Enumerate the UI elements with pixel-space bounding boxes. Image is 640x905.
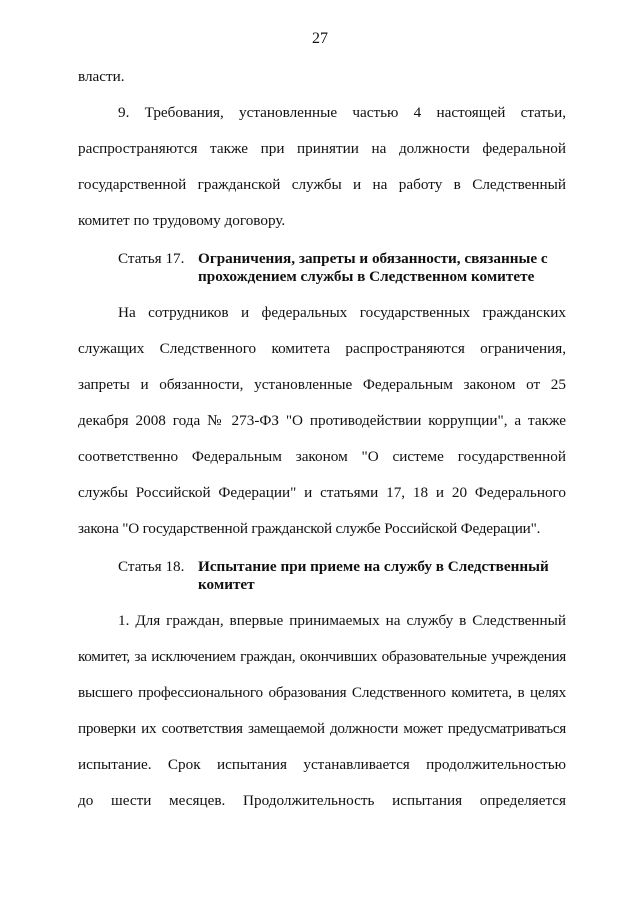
paragraph-9-line-4: комитет по трудовому договору. bbox=[78, 212, 286, 229]
article-18-label: Статья 18. bbox=[118, 558, 185, 575]
article-17-text-line-7: закона "О государственной гражданской службе Российской Федерации". bbox=[78, 520, 541, 537]
paragraph-continuation-line: власти. bbox=[78, 68, 125, 85]
article-17-text-line-6: службы Российской Федерации" и статьями 17, 18 и 20 Федерального bbox=[78, 484, 566, 501]
article-17-text-line-3: запреты и обязанности, установленные Федеральным законом от 25 bbox=[78, 376, 566, 393]
article-17-text-line-5: соответственно Федеральным законом "О системе государственной bbox=[78, 448, 566, 465]
article-18-title-line-2: комитет bbox=[198, 576, 255, 593]
article-18-title-line-1: Испытание при приеме на службу в Следственный bbox=[198, 558, 549, 575]
article-18-text-line-5: испытание. Срок испытания устанавливается продолжительностью bbox=[78, 756, 566, 773]
paragraph-9-line-3: государственной гражданской службы и на работу в Следственный bbox=[78, 176, 566, 193]
article-17-title-line-2: прохождением службы в Следственном комитете bbox=[198, 268, 535, 285]
article-17-text-line-4: декабря 2008 года № 273-ФЗ "О противодействии коррупции", а также bbox=[78, 412, 566, 429]
article-17-text-line-1: На сотрудников и федеральных государственных гражданских bbox=[118, 304, 566, 321]
paragraph-9-line-2: распространяются также при принятии на должности федеральной bbox=[78, 140, 566, 157]
article-17-title-line-1: Ограничения, запреты и обязанности, связанные с bbox=[198, 250, 548, 267]
paragraph-9-line-1: 9. Требования, установленные частью 4 настоящей статьи, bbox=[118, 104, 566, 121]
article-17-label: Статья 17. bbox=[118, 250, 185, 267]
article-18-text-line-3: высшего профессионального образования Следственного комитета, в целях bbox=[78, 684, 566, 701]
article-18-text-line-2: комитет, за исключением граждан, окончивших образовательные учреждения bbox=[78, 648, 566, 665]
page-number: 27 bbox=[312, 30, 328, 47]
article-17-text-line-2: служащих Следственного комитета распространяются ограничения, bbox=[78, 340, 566, 357]
article-18-text-line-6: до шести месяцев. Продолжительность испытания определяется bbox=[78, 792, 566, 809]
article-18-text-line-1: 1. Для граждан, впервые принимаемых на службу в Следственный bbox=[118, 612, 566, 629]
article-18-text-line-4: проверки их соответствия замещаемой должности может предусматриваться bbox=[78, 720, 566, 737]
